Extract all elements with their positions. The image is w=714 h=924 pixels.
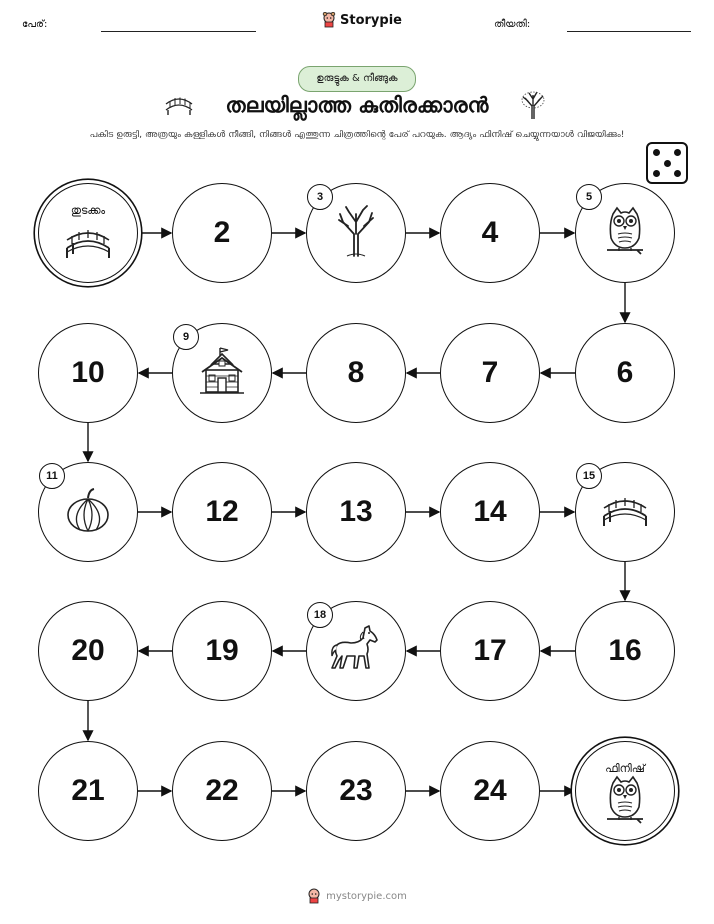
space-number: 16 <box>608 634 642 667</box>
board-space-24 <box>440 741 540 841</box>
finish-label: ഫിനിഷ് <box>605 762 645 775</box>
board-space-8 <box>306 323 406 423</box>
space-number: 7 <box>481 356 499 389</box>
board-space-17 <box>440 601 540 701</box>
board-space-20 <box>38 601 138 701</box>
tree-icon <box>333 204 379 262</box>
start-space <box>38 183 138 283</box>
name-label: പേര്: <box>22 19 48 30</box>
space-number: 23 <box>339 774 373 807</box>
space-number: 21 <box>71 774 105 807</box>
space-number-badge: 18 <box>307 602 333 628</box>
space-number: 17 <box>473 634 507 667</box>
page-title: തലയില്ലാത്ത കുതിരക്കാരൻ <box>225 93 489 117</box>
space-number: 12 <box>205 495 239 528</box>
board-space-16 <box>575 601 675 701</box>
space-number: 14 <box>473 495 507 528</box>
owl-icon <box>605 773 645 831</box>
board-space-21 <box>38 741 138 841</box>
board-space-11 <box>38 462 138 562</box>
space-number: 20 <box>71 634 105 667</box>
horse-icon <box>329 624 383 678</box>
board-space-14 <box>440 462 540 562</box>
board-space-22 <box>172 741 272 841</box>
space-number: 10 <box>71 356 105 389</box>
game-type-badge: ഉരുട്ടുക & നീങ്ങുക <box>298 66 416 92</box>
space-number-badge: 9 <box>173 324 199 350</box>
space-number-badge: 5 <box>576 184 602 210</box>
board-space-12 <box>172 462 272 562</box>
space-number: 2 <box>213 216 231 249</box>
space-number: 19 <box>205 634 239 667</box>
board-space-10 <box>38 323 138 423</box>
footer-url: mystorypie.com <box>326 890 407 902</box>
pumpkin-icon <box>64 486 112 538</box>
space-number: 22 <box>205 774 239 807</box>
instructions: പകിട ഉരുട്ടി, അത്രയും കള്ളികൾ നീങ്ങി, നിങ്ങൾ എത്തുന്ന ചിത്രത്തിന്റെ പേര് പറയുക. ആദ്യം ഫിനിഷ് ചെയ്യുന്നയാൾ വിജയിക്കും! <box>89 129 625 140</box>
board-space-2 <box>172 183 272 283</box>
bridge-icon <box>63 224 113 264</box>
owl-icon <box>605 204 645 262</box>
date-label: തീയതി: <box>494 19 531 30</box>
board-space-5 <box>575 183 675 283</box>
board-space-9 <box>172 323 272 423</box>
brand-name: Storypie <box>340 12 402 28</box>
board-space-19 <box>172 601 272 701</box>
space-number-badge: 3 <box>307 184 333 210</box>
start-label: തുടക്കം <box>70 204 106 217</box>
finish-space <box>575 741 675 841</box>
footer <box>0 888 714 904</box>
space-number: 24 <box>473 774 507 807</box>
space-number: 6 <box>616 356 634 389</box>
board-space-7 <box>440 323 540 423</box>
space-number-badge: 11 <box>39 463 65 489</box>
board-space-18 <box>306 601 406 701</box>
board-space-3 <box>306 183 406 283</box>
bridge-icon <box>600 492 650 532</box>
board-space-6 <box>575 323 675 423</box>
space-number: 8 <box>347 356 365 389</box>
space-number: 4 <box>481 216 499 249</box>
board-space-23 <box>306 741 406 841</box>
board-space-15 <box>575 462 675 562</box>
space-number: 13 <box>339 495 373 528</box>
board-space-4 <box>440 183 540 283</box>
storypie-mascot-icon <box>307 888 321 904</box>
board-space-13 <box>306 462 406 562</box>
schoolhouse-icon <box>198 346 246 400</box>
space-number-badge: 15 <box>576 463 602 489</box>
